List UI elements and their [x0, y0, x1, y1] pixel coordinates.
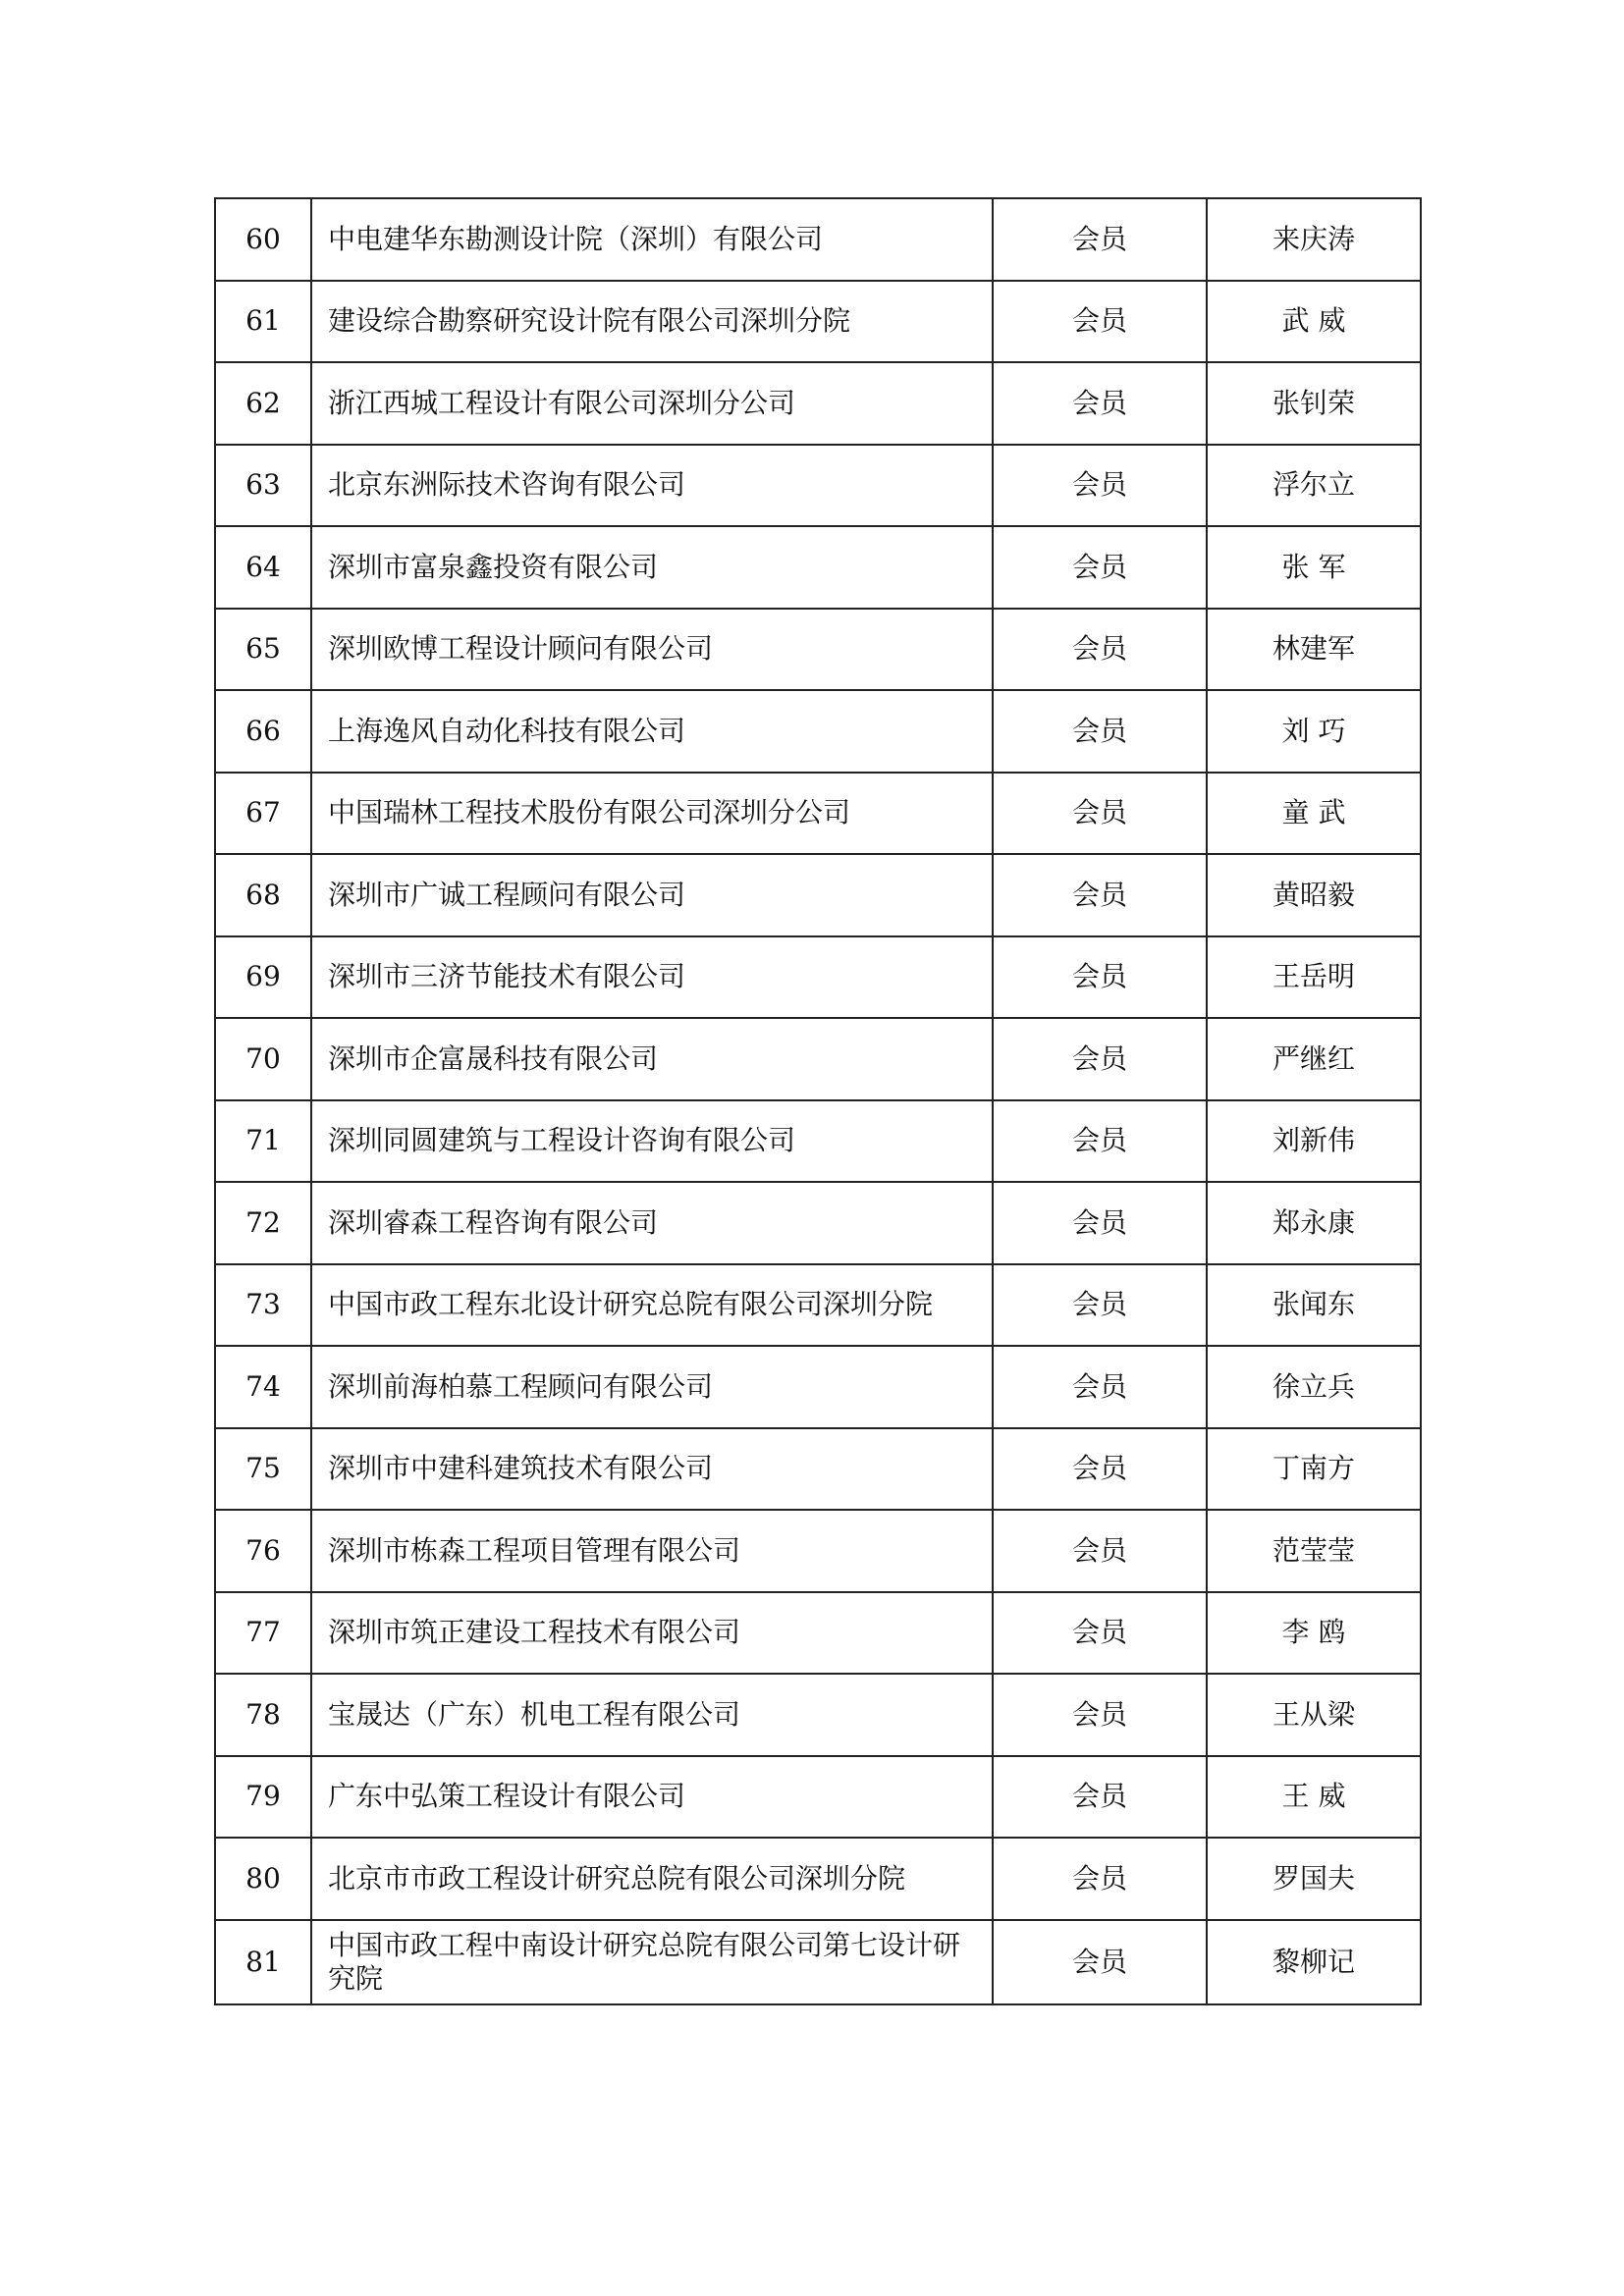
representative-name: 黄昭毅 [1207, 854, 1421, 936]
membership-type: 会员 [993, 1346, 1207, 1428]
table-row [215, 1428, 1421, 1511]
company-name: 中电建华东勘测设计院（深圳）有限公司 [311, 198, 993, 281]
company-name: 深圳市筑正建设工程技术有限公司 [311, 1592, 993, 1675]
row-number: 79 [215, 1756, 311, 1839]
membership-type: 会员 [993, 773, 1207, 855]
table-row [215, 773, 1421, 855]
row-number: 72 [215, 1182, 311, 1264]
member-table [214, 197, 1422, 2005]
company-name: 建设综合勘察研究设计院有限公司深圳分院 [311, 281, 993, 363]
table-row [215, 1182, 1421, 1264]
row-number: 64 [215, 526, 311, 609]
representative-name: 童 武 [1207, 773, 1421, 855]
membership-type: 会员 [993, 690, 1207, 773]
representative-name: 黎柳记 [1207, 1920, 1421, 2004]
representative-name: 张闻东 [1207, 1264, 1421, 1347]
membership-type: 会员 [993, 854, 1207, 936]
table-row [215, 198, 1421, 281]
representative-name: 王 威 [1207, 1756, 1421, 1839]
membership-type: 会员 [993, 1264, 1207, 1347]
row-number: 63 [215, 445, 311, 527]
table-row [215, 445, 1421, 527]
company-name: 深圳同圆建筑与工程设计咨询有限公司 [311, 1100, 993, 1183]
representative-name: 张钊荣 [1207, 362, 1421, 445]
membership-type: 会员 [993, 1920, 1207, 2004]
representative-name: 林建军 [1207, 609, 1421, 691]
row-number: 62 [215, 362, 311, 445]
membership-type: 会员 [993, 526, 1207, 609]
representative-name: 来庆涛 [1207, 198, 1421, 281]
membership-type: 会员 [993, 1428, 1207, 1511]
representative-name: 刘 巧 [1207, 690, 1421, 773]
table-row [215, 1264, 1421, 1347]
membership-type: 会员 [993, 1756, 1207, 1839]
representative-name: 刘新伟 [1207, 1100, 1421, 1183]
row-number: 74 [215, 1346, 311, 1428]
membership-type: 会员 [993, 1182, 1207, 1264]
table-row [215, 281, 1421, 363]
row-number: 76 [215, 1510, 311, 1592]
table-row [215, 1592, 1421, 1675]
representative-name: 郑永康 [1207, 1182, 1421, 1264]
membership-type: 会员 [993, 445, 1207, 527]
row-number: 70 [215, 1018, 311, 1100]
representative-name: 张 军 [1207, 526, 1421, 609]
row-number: 77 [215, 1592, 311, 1675]
representative-name: 武 威 [1207, 281, 1421, 363]
membership-type: 会员 [993, 1592, 1207, 1675]
row-number: 61 [215, 281, 311, 363]
membership-type: 会员 [993, 1838, 1207, 1920]
company-name: 北京市市政工程设计研究总院有限公司深圳分院 [311, 1838, 993, 1920]
company-name: 深圳前海柏慕工程顾问有限公司 [311, 1346, 993, 1428]
company-name: 中国市政工程中南设计研究总院有限公司第七设计研究院 [311, 1920, 993, 2004]
representative-name: 罗国夫 [1207, 1838, 1421, 1920]
company-name: 中国瑞林工程技术股份有限公司深圳分公司 [311, 773, 993, 855]
membership-type: 会员 [993, 362, 1207, 445]
row-number: 78 [215, 1674, 311, 1756]
company-name: 深圳市三济节能技术有限公司 [311, 936, 993, 1019]
membership-type: 会员 [993, 1100, 1207, 1183]
row-number: 66 [215, 690, 311, 773]
row-number: 68 [215, 854, 311, 936]
table-row [215, 1100, 1421, 1183]
membership-type: 会员 [993, 281, 1207, 363]
company-name: 中国市政工程东北设计研究总院有限公司深圳分院 [311, 1264, 993, 1347]
company-name: 深圳市企富晟科技有限公司 [311, 1018, 993, 1100]
row-number: 81 [215, 1920, 311, 2004]
table-row [215, 1510, 1421, 1592]
row-number: 71 [215, 1100, 311, 1183]
row-number: 67 [215, 773, 311, 855]
representative-name: 王岳明 [1207, 936, 1421, 1019]
company-name: 深圳市富泉鑫投资有限公司 [311, 526, 993, 609]
representative-name: 浮尔立 [1207, 445, 1421, 527]
representative-name: 王从梁 [1207, 1674, 1421, 1756]
membership-type: 会员 [993, 1510, 1207, 1592]
membership-type: 会员 [993, 1018, 1207, 1100]
row-number: 75 [215, 1428, 311, 1511]
membership-type: 会员 [993, 609, 1207, 691]
membership-type: 会员 [993, 936, 1207, 1019]
table-row [215, 609, 1421, 691]
company-name: 深圳市栋森工程项目管理有限公司 [311, 1510, 993, 1592]
representative-name: 范莹莹 [1207, 1510, 1421, 1592]
member-table-body [215, 198, 1421, 2004]
table-row [215, 362, 1421, 445]
representative-name: 李 鸥 [1207, 1592, 1421, 1675]
table-row [215, 1920, 1421, 2004]
row-number: 65 [215, 609, 311, 691]
company-name: 广东中弘策工程设计有限公司 [311, 1756, 993, 1839]
table-row [215, 1674, 1421, 1756]
row-number: 60 [215, 198, 311, 281]
company-name: 浙江西城工程设计有限公司深圳分公司 [311, 362, 993, 445]
table-row [215, 690, 1421, 773]
company-name: 深圳欧博工程设计顾问有限公司 [311, 609, 993, 691]
representative-name: 丁南方 [1207, 1428, 1421, 1511]
representative-name: 徐立兵 [1207, 1346, 1421, 1428]
membership-type: 会员 [993, 198, 1207, 281]
company-name: 深圳市中建科建筑技术有限公司 [311, 1428, 993, 1511]
table-row [215, 1018, 1421, 1100]
row-number: 73 [215, 1264, 311, 1347]
table-row [215, 1756, 1421, 1839]
company-name: 深圳市广诚工程顾问有限公司 [311, 854, 993, 936]
company-name: 上海逸风自动化科技有限公司 [311, 690, 993, 773]
table-row [215, 1838, 1421, 1920]
company-name: 深圳睿森工程咨询有限公司 [311, 1182, 993, 1264]
representative-name: 严继红 [1207, 1018, 1421, 1100]
table-row [215, 936, 1421, 1019]
table-row [215, 1346, 1421, 1428]
table-row [215, 526, 1421, 609]
row-number: 80 [215, 1838, 311, 1920]
table-row [215, 854, 1421, 936]
membership-type: 会员 [993, 1674, 1207, 1756]
company-name: 宝晟达（广东）机电工程有限公司 [311, 1674, 993, 1756]
row-number: 69 [215, 936, 311, 1019]
company-name: 北京东洲际技术咨询有限公司 [311, 445, 993, 527]
